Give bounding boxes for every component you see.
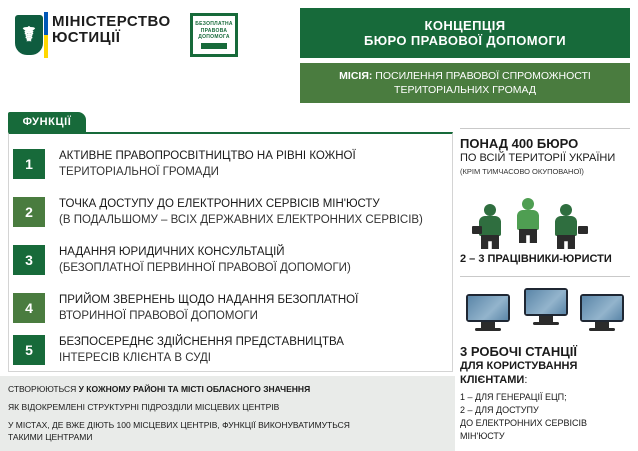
workstations-detail-3: ДО ЕЛЕКТРОННИХ СЕРВІСІВ xyxy=(460,417,588,428)
person-icon-3 xyxy=(552,204,580,250)
flag-divider xyxy=(44,12,48,58)
person-icon-2 xyxy=(514,198,542,244)
footnote-line-1a: СТВОРЮЮТЬСЯ xyxy=(8,384,79,394)
footnote-line-1b: У КОЖНОМУ РАЙОНІ ТА МІСТІ ОБЛАСНОГО ЗНАЧЕННЯ xyxy=(78,384,311,394)
workstations-detail-4: МІН'ЮСТУ xyxy=(460,430,505,441)
ministry-line-1: МІНІСТЕРСТВО xyxy=(52,13,171,30)
workstations-detail-1: 1 – ДЛЯ ГЕНЕРАЦІЇ ЕЦП; xyxy=(460,391,567,402)
function-row-1 xyxy=(9,140,454,188)
workstations-title: 3 РОБОЧІ СТАНЦІЇ xyxy=(460,344,577,359)
mission-label: МІСІЯ: xyxy=(339,69,373,82)
function-number-3: 3 xyxy=(13,245,45,275)
function-text-5-line-1: БЕЗПОСЕРЕДНЄ ЗДІЙСНЕННЯ ПРЕДСТАВНИЦТВА xyxy=(59,335,344,348)
staff-people-icon xyxy=(470,198,620,246)
monitor-icon-1 xyxy=(466,294,510,334)
function-text-5-line-2: ІНТЕРЕСІВ КЛІЄНТА В СУДІ xyxy=(59,352,211,364)
page-title xyxy=(300,8,630,58)
function-number-2: 2 xyxy=(13,197,45,227)
function-text-4-line-1: ПРИЙОМ ЗВЕРНЕНЬ ЩОДО НАДАННЯ БЕЗОПЛАТНОЇ xyxy=(59,293,359,306)
workstations-colon: : xyxy=(524,374,528,387)
staff-caption: 2 – 3 ПРАЦІВНИКИ-ЮРИСТИ xyxy=(460,253,612,265)
ministry-emblem-icon xyxy=(12,12,46,58)
bureau-count-note: (КРІМ ТИМЧАСОВО ОКУПОВАНОЇ) xyxy=(460,167,584,177)
staff-caption-block xyxy=(460,252,632,266)
logo-line-3: ДОПОМОГА xyxy=(198,34,230,41)
functions-tab[interactable]: ФУНКЦІЇ xyxy=(8,112,86,132)
footnote-block xyxy=(0,376,455,451)
function-text-3-line-2: (БЕЗОПЛАТНОЇ ПЕРВИННОЇ ПРАВОВОЇ ДОПОМОГИ) xyxy=(59,262,351,274)
bureau-count-block xyxy=(460,136,632,177)
function-text-4-line-2: ВТОРИННОЇ ПРАВОВОЇ ДОПОМОГИ xyxy=(59,310,258,322)
ministry-line-2: ЮСТИЦІЇ xyxy=(52,28,121,46)
function-text-3-line-1: НАДАННЯ ЮРИДИЧНИХ КОНСУЛЬТАЦІЙ xyxy=(59,245,285,258)
trident-icon: ☤ xyxy=(22,24,36,46)
briefcase-icon-1 xyxy=(472,226,482,234)
right-divider-top xyxy=(460,128,630,129)
workstations-subtitle-1: ДЛЯ КОРИСТУВАННЯ xyxy=(460,360,578,372)
ministry-wordmark xyxy=(52,14,171,46)
function-row-3 xyxy=(9,236,454,284)
function-row-4 xyxy=(9,284,454,332)
logo-line-1: БЕЗОПЛАТНА xyxy=(195,20,233,27)
function-number-1: 1 xyxy=(13,149,45,179)
function-number-5: 5 xyxy=(13,335,45,365)
bureau-count-subtitle: ПО ВСІЙ ТЕРИТОРІЇ УКРАЇНИ xyxy=(460,152,616,164)
function-text-2-line-2: (В ПОДАЛЬШОМУ – ВСІХ ДЕРЖАВНИХ ЕЛЕКТРОННИХ СЕРВІСІВ) xyxy=(59,214,423,226)
function-text-2-line-1: ТОЧКА ДОСТУПУ ДО ЕЛЕКТРОННИХ СЕРВІСІВ МІН'ЮСТУ xyxy=(59,197,380,210)
function-text-1-line-2: ТЕРИТОРІАЛЬНОЇ ГРОМАДИ xyxy=(59,166,219,178)
monitor-icon-2 xyxy=(524,288,568,328)
function-row-2 xyxy=(9,188,454,236)
footnote-line-4: ТАКИМИ ЦЕНТРАМИ xyxy=(8,432,93,443)
right-divider-middle xyxy=(460,276,630,277)
workstations-block xyxy=(460,344,632,443)
workstations-icon xyxy=(462,288,632,336)
footnote-line-3: У МІСТАХ, ДЕ ВЖЕ ДІЮТЬ 100 МІСЦЕВИХ ЦЕНТРІВ, ФУНКЦІЇ ВИКОНУВАТИМУТЬСЯ xyxy=(8,419,350,430)
title-line-2: БЮРО ПРАВОВОЇ ДОПОМОГИ xyxy=(363,33,567,48)
footnote-line-2: ЯК ВІДОКРЕМЛЕНІ СТРУКТУРНІ ПІДРОЗДІЛИ МІСЦЕВИХ ЦЕНТРІВ xyxy=(8,401,280,412)
logo-line-2: ПРАВОВА xyxy=(200,27,228,34)
functions-panel xyxy=(8,132,453,372)
mission-text: ПОСИЛЕННЯ ПРАВОВОЇ СПРОМОЖНОСТІ ТЕРИТОРІАЛЬНИХ ГРОМАД xyxy=(372,69,591,96)
function-row-5 xyxy=(9,326,454,374)
free-legal-aid-logo xyxy=(190,13,238,57)
logo-bar xyxy=(201,43,227,49)
bureau-count-title: ПОНАД 400 БЮРО xyxy=(460,136,579,151)
workstations-detail-2: 2 – ДЛЯ ДОСТУПУ xyxy=(460,404,539,415)
function-number-4: 4 xyxy=(13,293,45,323)
function-text-1-line-1: АКТИВНЕ ПРАВОПРОСВІТНИЦТВО НА РІВНІ КОЖНОЇ xyxy=(59,149,356,162)
mission-banner xyxy=(300,63,630,103)
monitor-icon-3 xyxy=(580,294,624,334)
title-line-1: КОНЦЕПЦІЯ xyxy=(424,18,506,33)
briefcase-icon-2 xyxy=(578,226,588,234)
workstations-subtitle-2: КЛІЄНТАМИ xyxy=(460,374,525,387)
